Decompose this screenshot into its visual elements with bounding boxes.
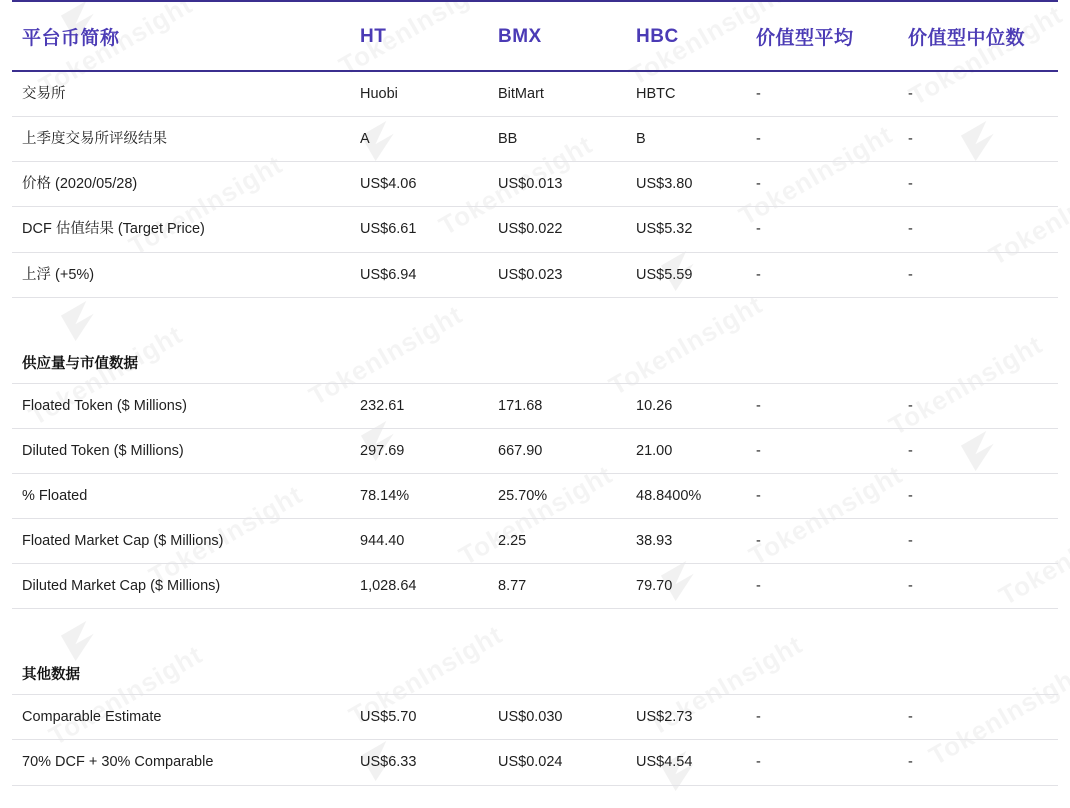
cell-bmx: US$0.024 (498, 740, 636, 785)
table-row (12, 695, 1058, 740)
section-header-label: 其他数据 (12, 653, 1058, 695)
cell-avg: - (756, 740, 908, 785)
cell-median: - (908, 519, 1058, 564)
table-row (12, 740, 1058, 785)
cell-avg: - (756, 207, 908, 252)
row-label: Floated Token ($ Millions) (12, 383, 360, 428)
cell-median: - (908, 383, 1058, 428)
row-label: Diluted Token ($ Millions) (12, 428, 360, 473)
table-row (12, 519, 1058, 564)
column-header-ht: HT (360, 5, 498, 71)
table-row (12, 383, 1058, 428)
cell-hbc: US$2.73 (636, 695, 756, 740)
cell-bmx: 2.25 (498, 519, 636, 564)
cell-hbc: 79.70 (636, 564, 756, 609)
cell-median: - (908, 162, 1058, 207)
cell-median: - (908, 71, 1058, 117)
cell-hbc: US$4.54 (636, 740, 756, 785)
cell-ht: US$6.61 (360, 207, 498, 252)
cell-avg: - (756, 564, 908, 609)
cell-ht: US$6.94 (360, 252, 498, 297)
cell-avg: - (756, 473, 908, 518)
section-header-row (12, 653, 1058, 695)
table-row (12, 207, 1058, 252)
table-spacer-row (12, 297, 1058, 342)
table-header-row (12, 5, 1058, 71)
cell-ht: 232.61 (360, 383, 498, 428)
cell-bmx: US$0.023 (498, 252, 636, 297)
cell-ht: US$6.33 (360, 740, 498, 785)
cell-median: - (908, 564, 1058, 609)
cell-median: - (908, 117, 1058, 162)
section-header-row (12, 342, 1058, 384)
cell-hbc: 48.8400% (636, 473, 756, 518)
cell-median: - (908, 695, 1058, 740)
row-label: Diluted Market Cap ($ Millions) (12, 564, 360, 609)
column-header-hbc: HBC (636, 5, 756, 71)
cell-ht: 78.14% (360, 473, 498, 518)
cell-avg: - (756, 117, 908, 162)
spacer-cell (12, 297, 1058, 342)
cell-avg: - (756, 695, 908, 740)
cell-bmx: 8.77 (498, 564, 636, 609)
row-label: % Floated (12, 473, 360, 518)
spacer-cell (12, 609, 1058, 654)
cell-hbc: US$5.59 (636, 252, 756, 297)
section-header-label: 供应量与市值数据 (12, 342, 1058, 384)
row-label: Floated Market Cap ($ Millions) (12, 519, 360, 564)
table-row (12, 162, 1058, 207)
cell-hbc: 21.00 (636, 428, 756, 473)
cell-median: - (908, 473, 1058, 518)
row-label: 上季度交易所评级结果 (12, 117, 360, 162)
table-row (12, 117, 1058, 162)
table-row (12, 473, 1058, 518)
cell-median: - (908, 252, 1058, 297)
cell-avg: - (756, 162, 908, 207)
cell-hbc: 10.26 (636, 383, 756, 428)
cell-avg: - (756, 519, 908, 564)
cell-avg: - (756, 71, 908, 117)
cell-ht: US$4.06 (360, 162, 498, 207)
cell-median: - (908, 207, 1058, 252)
table-row (12, 428, 1058, 473)
valuation-table (12, 0, 1058, 786)
column-header-median: 价值型中位数 (908, 5, 1058, 71)
row-label: 价格 (2020/05/28) (12, 162, 360, 207)
cell-bmx: 667.90 (498, 428, 636, 473)
cell-ht: A (360, 117, 498, 162)
column-header-avg: 价值型平均 (756, 5, 908, 71)
row-label: DCF 估值结果 (Target Price) (12, 207, 360, 252)
cell-bmx: BB (498, 117, 636, 162)
column-header-label: 平台币简称 (12, 5, 360, 71)
cell-avg: - (756, 428, 908, 473)
cell-ht: Huobi (360, 71, 498, 117)
cell-hbc: US$5.32 (636, 207, 756, 252)
table-row (12, 564, 1058, 609)
row-label: 上浮 (+5%) (12, 252, 360, 297)
cell-ht: 297.69 (360, 428, 498, 473)
cell-avg: - (756, 252, 908, 297)
cell-median: - (908, 428, 1058, 473)
cell-median: - (908, 740, 1058, 785)
cell-bmx: US$0.022 (498, 207, 636, 252)
cell-hbc: US$3.80 (636, 162, 756, 207)
cell-bmx: US$0.013 (498, 162, 636, 207)
cell-ht: 944.40 (360, 519, 498, 564)
cell-bmx: BitMart (498, 71, 636, 117)
cell-ht: 1,028.64 (360, 564, 498, 609)
cell-avg: - (756, 383, 908, 428)
row-label: 交易所 (12, 71, 360, 117)
cell-bmx: 171.68 (498, 383, 636, 428)
cell-ht: US$5.70 (360, 695, 498, 740)
table-spacer-row (12, 609, 1058, 654)
cell-hbc: HBTC (636, 71, 756, 117)
table-row (12, 252, 1058, 297)
row-label: 70% DCF + 30% Comparable (12, 740, 360, 785)
cell-bmx: US$0.030 (498, 695, 636, 740)
cell-hbc: 38.93 (636, 519, 756, 564)
table-row (12, 71, 1058, 117)
row-label: Comparable Estimate (12, 695, 360, 740)
column-header-bmx: BMX (498, 5, 636, 71)
cell-hbc: B (636, 117, 756, 162)
cell-bmx: 25.70% (498, 473, 636, 518)
